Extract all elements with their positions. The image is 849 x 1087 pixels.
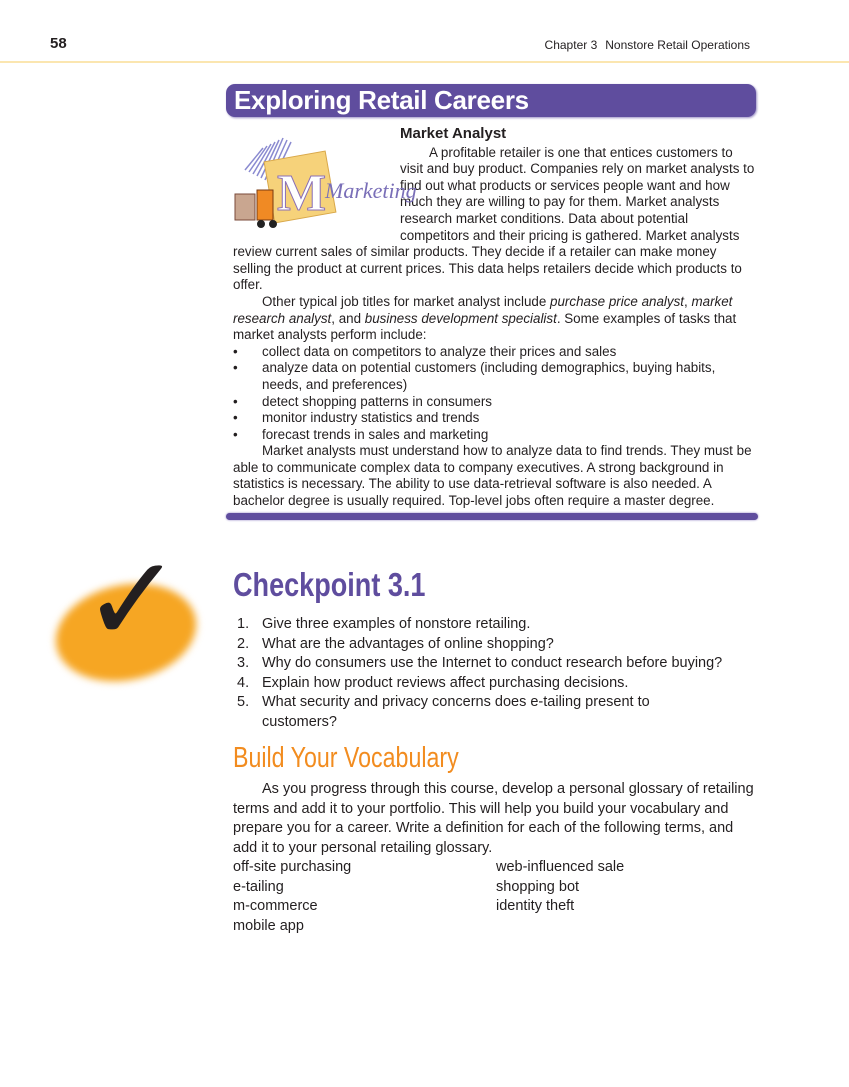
career-subhead: Market Analyst	[400, 125, 507, 142]
marketing-illustration	[233, 130, 417, 232]
career-paragraph: A profitable retailer is one that entices customers to visit and buy product. Companies rely on market analysts to find out what products or services people want and how much they are willing to pay for them. Market analysts research market conditions. Data about potential competitors and their pricing is gathered. Market analysts review current sales of similar products. They decide if a retailer can make money selling the product at current prices. This data helps retailers decide which products to offer.	[233, 144, 755, 293]
vocab-term: off-site purchasing	[233, 859, 352, 875]
question-item	[233, 693, 758, 732]
text-run: . Some examples of tasks that market analysts perform include:	[233, 310, 737, 343]
task-list	[233, 344, 758, 444]
question-item	[233, 674, 758, 694]
question-text: Explain how product reviews affect purchasing decisions.	[262, 674, 629, 691]
task-item: • detect shopping patterns in consumers	[233, 394, 758, 411]
vocabulary-section	[233, 780, 758, 936]
feature-title-bar	[226, 84, 756, 117]
marketing-logo-text: Marketing	[325, 178, 417, 203]
question-item	[233, 654, 758, 674]
running-header	[537, 38, 750, 52]
job-title: market research analyst	[233, 293, 733, 326]
question-text: What security and privacy concerns does e-tailing present to customers?	[262, 694, 650, 730]
page-number: 58	[50, 35, 67, 52]
text-run: Other typical job titles for market analyst include	[262, 293, 551, 309]
vocabulary-title: Build Your Vocabulary	[233, 742, 459, 774]
vocab-term: mobile app	[233, 917, 304, 934]
question-number: 2.	[237, 635, 250, 652]
checkmark-icon: ✓	[82, 533, 183, 667]
question-number: 1.	[237, 616, 250, 632]
question-text: Why do consumers use the Internet to conduct research before buying?	[262, 655, 723, 671]
header-rule	[0, 61, 849, 63]
feature-title: Exploring Retail Careers	[234, 85, 529, 115]
career-paragraph-titles	[233, 294, 758, 344]
question-number: 3.	[237, 655, 250, 671]
question-item	[233, 615, 758, 635]
checkpoint-title: Checkpoint 3.1	[233, 566, 426, 603]
question-number: 5.	[237, 694, 250, 710]
vocab-term: shopping bot	[496, 878, 580, 895]
vocab-term: e-tailing	[233, 878, 284, 895]
svg-text:M: M	[277, 165, 327, 222]
job-title: business development specialist	[364, 310, 557, 326]
feature-bottom-bar	[226, 513, 758, 520]
vocab-term: web-influenced sale	[496, 859, 625, 875]
text-run: ,	[684, 293, 692, 309]
chapter-number: Chapter 3	[544, 38, 598, 52]
task-item: • analyze data on potential customers (including demographics, buying habits, needs, and preferences)	[233, 360, 758, 393]
task-item: • forecast trends in sales and marketing	[233, 427, 758, 444]
task-item: • collect data on competitors to analyze their prices and sales	[233, 344, 758, 361]
vocabulary-intro: As you progress through this course, develop a personal glossary of retailing terms and add it to your portfolio. This will help you build your vocabulary and prepare you for a career. Write a definition for each of the following terms, and add it to your personal retailing glossary.	[233, 781, 754, 856]
vocabulary-terms	[233, 858, 758, 936]
text-run: , and	[331, 310, 365, 326]
career-paragraph: Market analysts must understand how to analyze data to find trends. They must be able to communicate complex data to company executives. A strong background in statistics is necessary. The ability to use data-retrieval software is also needed. A bachelor degree is usually required. Top-level jobs often require a master degree.	[233, 443, 752, 509]
question-text: What are the advantages of online shopping?	[262, 635, 554, 652]
career-feature	[233, 126, 758, 510]
job-title: purchase price analyst	[550, 293, 685, 309]
task-item: • monitor industry statistics and trends	[233, 410, 758, 427]
chapter-title: Nonstore Retail Operations	[605, 38, 750, 52]
vocab-term: identity theft	[496, 898, 575, 914]
question-item	[233, 635, 758, 655]
question-number: 4.	[237, 674, 250, 691]
checkpoint-questions	[233, 615, 758, 732]
vocab-term: m-commerce	[233, 898, 318, 914]
question-text: Give three examples of nonstore retailing.	[262, 616, 531, 632]
